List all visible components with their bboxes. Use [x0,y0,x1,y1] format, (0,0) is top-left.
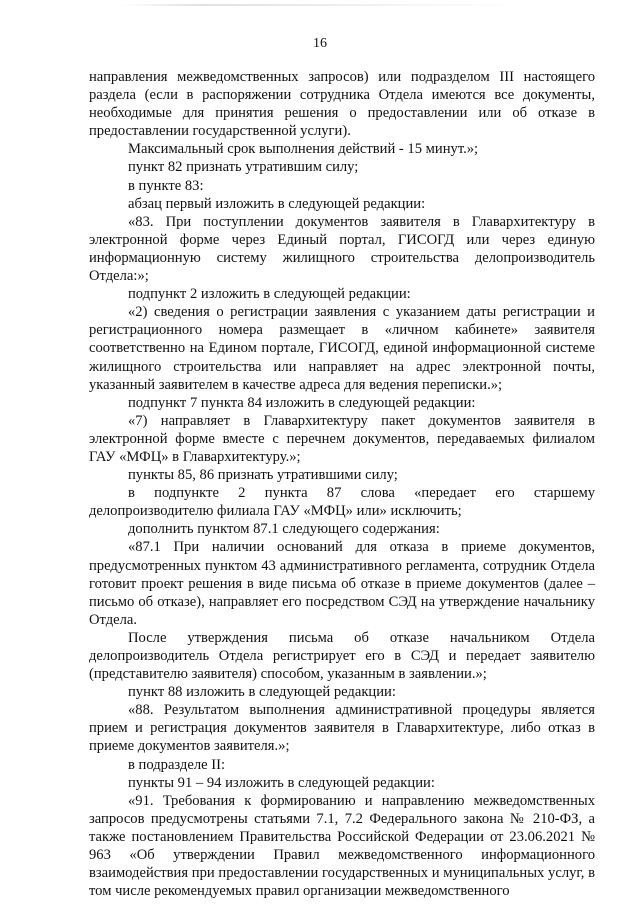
paragraph-items-85-86: пункты 85, 86 признать утратившими силу; [128,467,398,484]
paragraph-subitem-7-intro: подпункт 7 пункта 84 изложить в следующей редакции: [128,394,476,411]
paragraph-item-91-text: «91. Требования к формированию и направлению межведомственных запросов предусмотрены статьями 7.1, 7.2 Федерального закона № 210-ФЗ, а также постановлением Правительства Российской Федерации от 23.06.2021 № 963 «Об утверждении Правил межведомственного информационного взаимодействия при предоставлении государственных и муниципальных услуг, в том числе рекомендуемых правил организации межведомственного [89,792,595,900]
paragraph-item-87-1-text: «87.1 При наличии оснований для отказа в приеме документов, предусмотренных пунктом 43 административного регламента, сотрудник Отдела готовит проект решения в виде письма об отказе в приеме документов (далее – письмо об отказе), направляет его посредством СЭД на утверждение начальнику Отдела. [89,539,595,628]
paragraph-item-87: в подпункте 2 пункта 87 слова «передает его старшему делопроизводителю филиала ГАУ «МФЦ» или» исключить; [89,485,595,520]
paragraph-subitem-2-text: «2) сведения о регистрации заявления с указанием даты регистрации и регистрационного номера размещает в «личном кабинете» заявителя соответственно на Едином портале, ГИСОГД, единой информационной системе жилищного строительства или направляет на адрес электронной почты, указанный заявителем в качестве адреса для ведения переписки.»; [89,304,595,393]
paragraph-item-83-intro: в пункте 83: [128,177,204,194]
paragraph-continuation: направления межведомственных запросов) или подразделом III настоящего раздела (если в распоряжении сотрудника Отдела имеются все документы, необходимые для принятия решения о предоставлении или об отказе в предоставлении государственной услуги). [89,69,595,140]
paragraph-max-time: Максимальный срок выполнения действий - 15 минут.»; [128,141,479,158]
paragraph-item-83-text: «83. При поступлении документов заявителя в Главархитектуру в электронной форме через Единый портал, ГИСОГД или через единую информационную систему жилищного строительства делопроизводитель Отдела:»; [89,213,595,285]
paragraph-item-88-intro: пункт 88 изложить в следующей редакции: [128,684,396,701]
paragraph-items-91-94-intro: пункты 91 – 94 изложить в следующей редакции: [128,774,435,791]
paragraph-item-87-1-intro: дополнить пунктом 87.1 следующего содержания: [128,521,440,538]
paragraph-item-82: пункт 82 признать утратившим силу; [128,159,359,176]
document-body [89,68,595,900]
paragraph-subitem-2-intro: подпункт 2 изложить в следующей редакции: [128,286,411,303]
scan-edge-mark [120,4,520,6]
page-number: 16 [313,36,327,51]
paragraph-subsection-2: в подразделе II: [128,756,226,773]
paragraph-item-88-text: «88. Результатом выполнения административной процедуры является прием и регистрация документов заявителя в Главархитектуре, либо отказ в приеме документов заявителя.»; [89,702,595,755]
paragraph-subitem-7-text: «7) направляет в Главархитектуру пакет документов заявителя в электронной форме вместе с перечнем документов, передаваемых филиалом ГАУ «МФЦ» в Главархитектуру.»; [89,412,595,465]
paragraph-refusal-letter: После утверждения письма об отказе начальником Отдела делопроизводитель Отдела регистрирует его в СЭД и передает заявителю (представителю заявителя) способом, указанным в заявлении.»; [89,629,595,683]
paragraph-first-clause: абзац первый изложить в следующей редакции: [128,195,426,212]
